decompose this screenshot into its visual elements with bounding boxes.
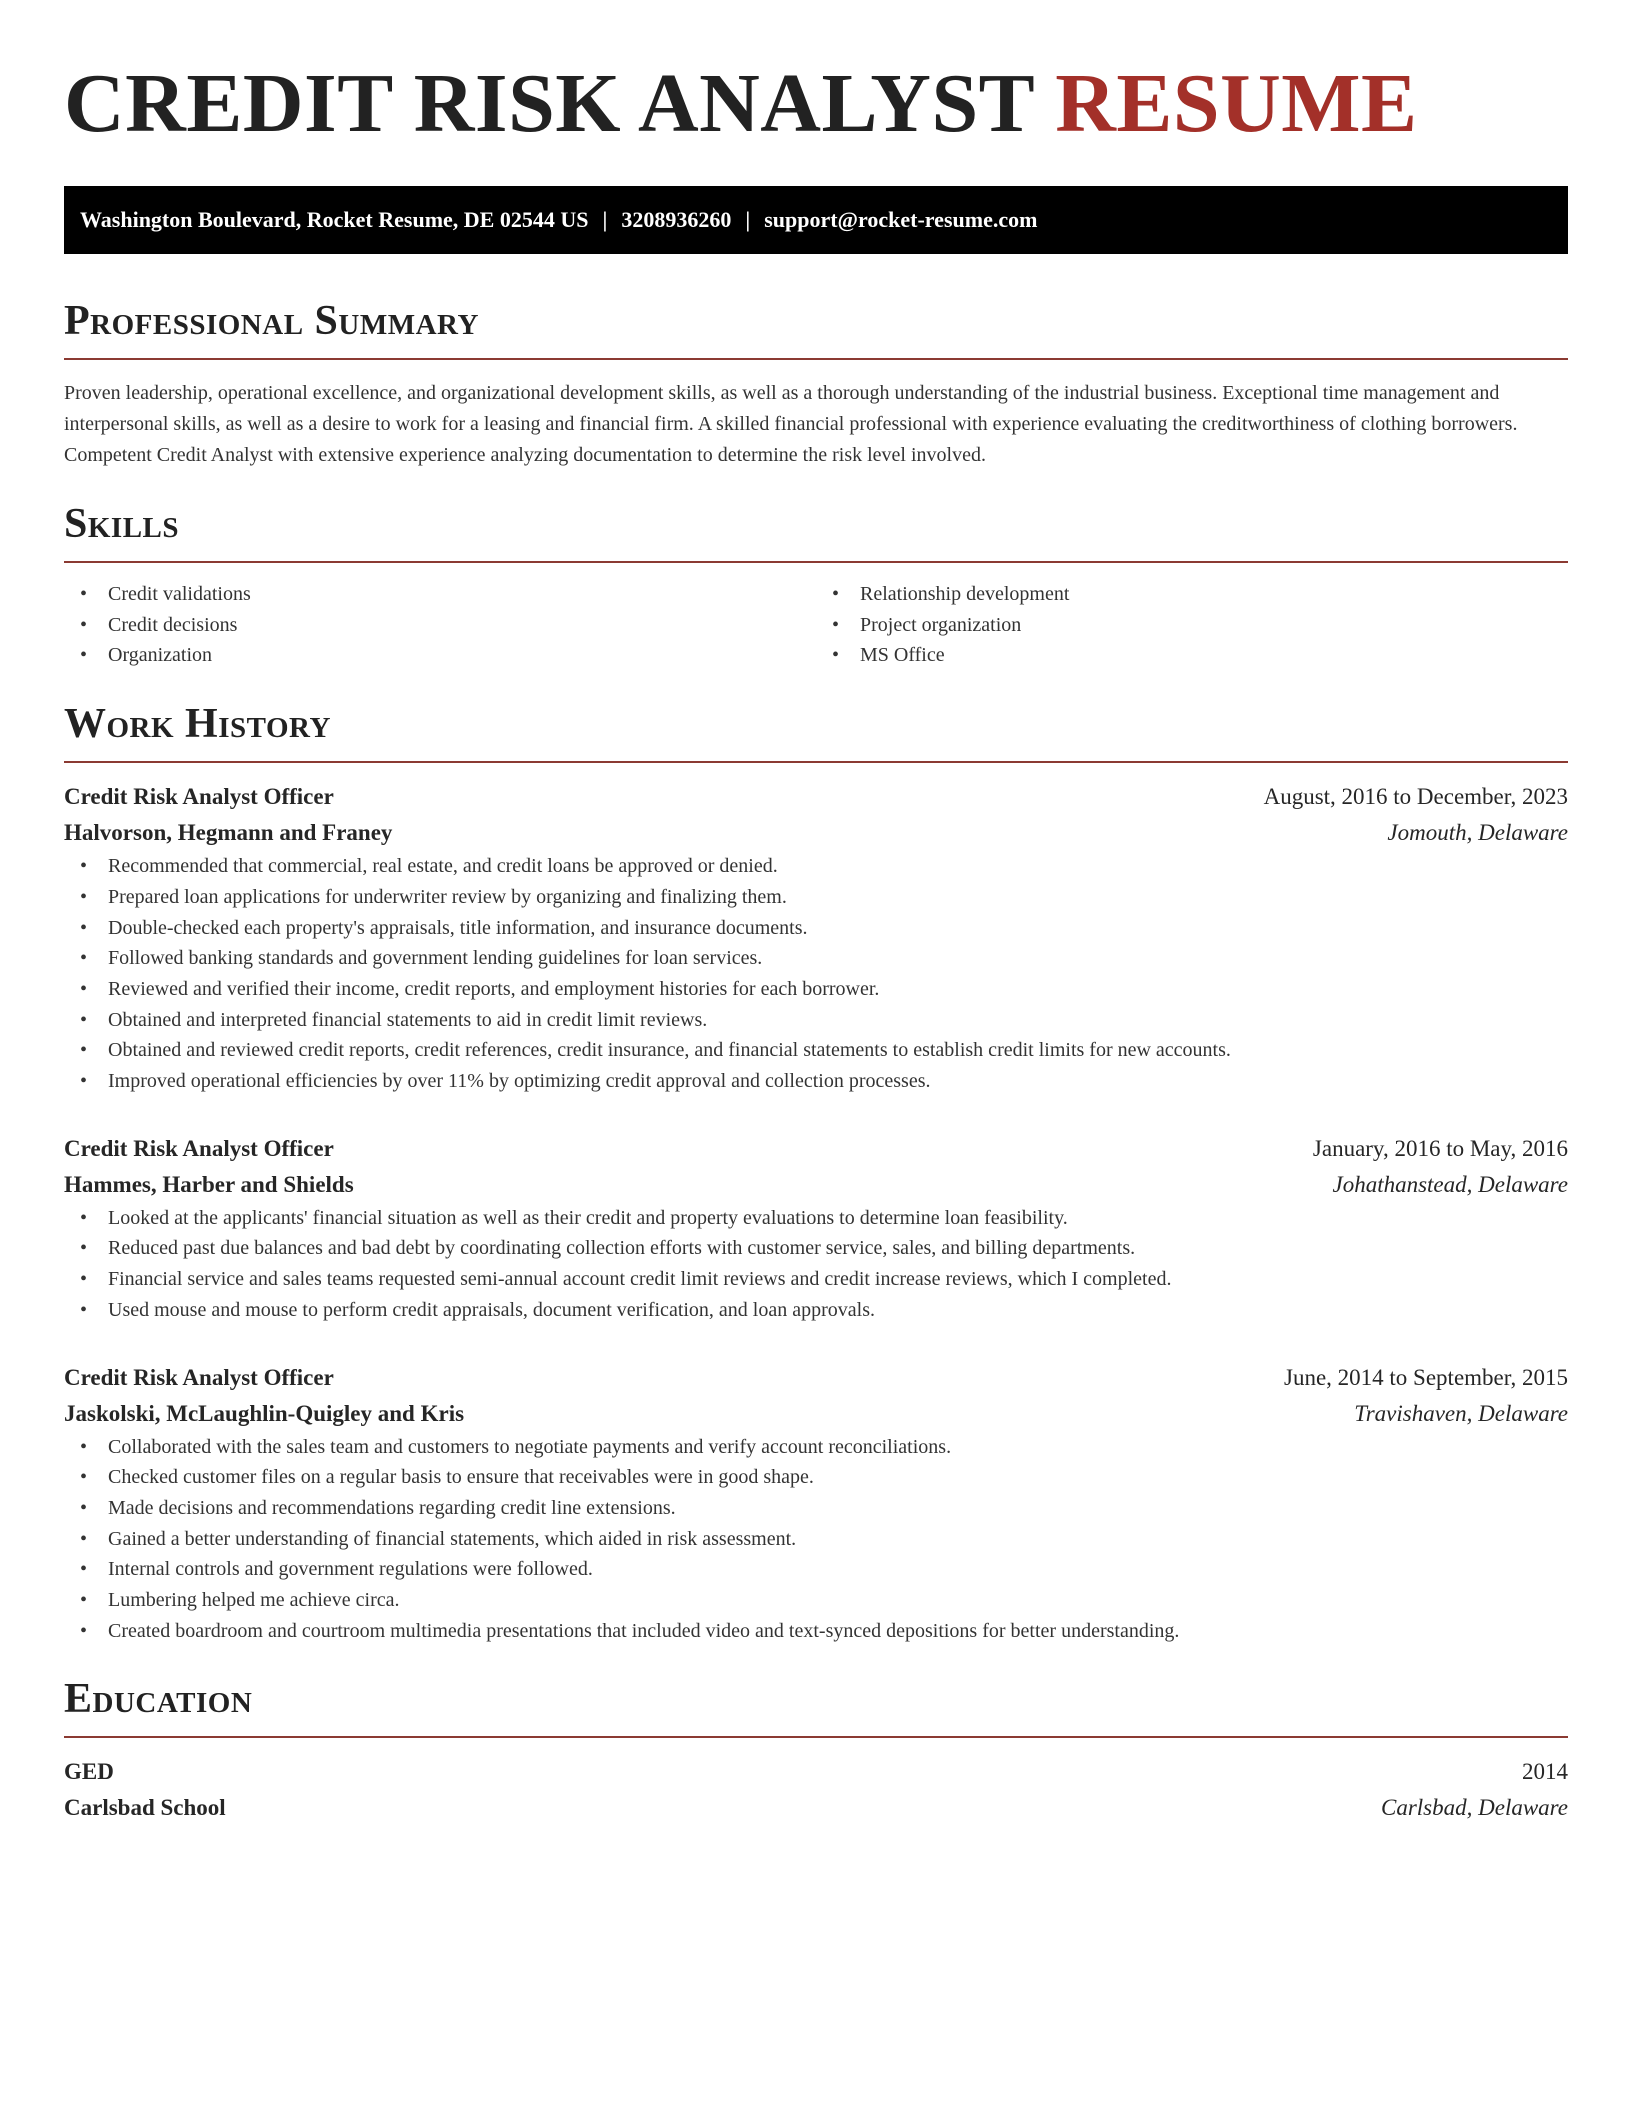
- job-header-row: [64, 1131, 1568, 1167]
- job-bullet: • Double-checked each property's appraisals, title information, and insurance documents.: [64, 913, 1568, 944]
- job-bullet: • Created boardroom and courtroom multimedia presentations that included video and text-synced depositions for better understanding.: [64, 1616, 1568, 1647]
- job-title: Credit Risk Analyst Officer: [64, 1135, 334, 1161]
- skill-item: • Credit decisions: [64, 610, 816, 641]
- contact-bar: [64, 186, 1568, 254]
- job-responsibilities: [64, 1203, 1568, 1326]
- summary-section: [64, 296, 1568, 471]
- contact-separator: |: [745, 207, 751, 232]
- title-accent: RESUME: [1055, 57, 1418, 150]
- job-bullet: • Looked at the applicants' financial situation as well as their credit and property evaluations to determine loan feasibility.: [64, 1203, 1568, 1234]
- job-bullet: • Followed banking standards and government lending guidelines for loan services.: [64, 943, 1568, 974]
- job-bullet: • Recommended that commercial, real estate, and credit loans be approved or denied.: [64, 851, 1568, 882]
- job-company: Hammes, Harber and Shields: [64, 1171, 354, 1197]
- job-responsibilities: [64, 851, 1568, 1097]
- job-dates: January, 2016 to May, 2016: [1312, 1135, 1568, 1161]
- job-location: Travishaven, Delaware: [1354, 1400, 1568, 1426]
- section-divider: [64, 561, 1568, 563]
- education-section: [64, 1674, 1568, 1826]
- job-dates: August, 2016 to December, 2023: [1263, 784, 1568, 810]
- job-bullet: • Obtained and reviewed credit reports, credit references, credit insurance, and financial statements to establish credit limits for new accounts.: [64, 1035, 1568, 1066]
- summary-text: Proven leadership, operational excellence, and organizational development skills, as well as a thorough understanding of the industrial business. Exceptional time management and interpersonal skills, as well as a desire to work for a leasing and financial firm. A skilled financial professional with experience evaluating the creditworthiness of clothing borrowers. Competent Credit Analyst with extensive experience analyzing documentation to determine the risk level involved.: [64, 382, 1518, 466]
- job-entry: [64, 1360, 1568, 1647]
- job-bullet: • Internal controls and government regulations were followed.: [64, 1554, 1568, 1585]
- section-divider: [64, 1736, 1568, 1738]
- job-title: Credit Risk Analyst Officer: [64, 1364, 334, 1390]
- skill-item: • Relationship development: [816, 579, 1568, 610]
- skills-section: [64, 499, 1568, 671]
- job-title: Credit Risk Analyst Officer: [64, 784, 334, 810]
- job-responsibilities: [64, 1432, 1568, 1647]
- job-bullet: • Used mouse and mouse to perform credit appraisals, document verification, and loan approvals.: [64, 1295, 1568, 1326]
- education-degree-row: [64, 1754, 1568, 1790]
- job-location: Jomouth, Delaware: [1387, 820, 1568, 846]
- section-divider: [64, 358, 1568, 360]
- skills-heading: Skills: [64, 501, 180, 547]
- education-school: Carlsbad School: [64, 1795, 226, 1821]
- job-bullet: • Reduced past due balances and bad debt by coordinating collection efforts with customer service, sales, and billing departments.: [64, 1233, 1568, 1264]
- job-bullet: • Collaborated with the sales team and customers to negotiate payments and verify account reconciliations.: [64, 1432, 1568, 1463]
- job-dates: June, 2014 to September, 2015: [1284, 1364, 1568, 1390]
- skill-item: • Credit validations: [64, 579, 816, 610]
- job-entry: [64, 779, 1568, 1097]
- job-company: Halvorson, Hegmann and Franey: [64, 820, 393, 846]
- contact-email[interactable]: support@rocket-resume.com: [764, 207, 1038, 232]
- education-entry: [64, 1754, 1568, 1826]
- job-bullet: • Made decisions and recommendations regarding credit line extensions.: [64, 1493, 1568, 1524]
- job-bullet: • Checked customer files on a regular basis to ensure that receivables were in good shape.: [64, 1462, 1568, 1493]
- job-bullet: • Obtained and interpreted financial statements to aid in credit limit reviews.: [64, 1005, 1568, 1036]
- job-bullet: • Gained a better understanding of financial statements, which aided in risk assessment.: [64, 1524, 1568, 1555]
- job-bullet: • Prepared loan applications for underwriter review by organizing and finalizing them.: [64, 882, 1568, 913]
- job-bullet: • Improved operational efficiencies by over 11% by optimizing credit approval and collection processes.: [64, 1066, 1568, 1097]
- education-heading: Education: [64, 1676, 253, 1723]
- education-school-row: [64, 1790, 1568, 1826]
- job-entry: [64, 1131, 1568, 1326]
- title-main: CREDIT RISK ANALYST: [64, 57, 1034, 150]
- education-location: Carlsbad, Delaware: [1381, 1795, 1568, 1821]
- skills-column-left: [64, 579, 816, 671]
- skills-list: [64, 579, 1568, 671]
- contact-address: Washington Boulevard, Rocket Resume, DE 02544 US: [80, 207, 589, 232]
- job-bullet: • Financial service and sales teams requested semi-annual account credit limit reviews and credit increase reviews, which I completed.: [64, 1264, 1568, 1295]
- skills-column-right: [816, 579, 1568, 671]
- summary-heading: Professional Summary: [64, 298, 479, 344]
- job-bullet: • Lumbering helped me achieve circa.: [64, 1585, 1568, 1616]
- skill-item: • MS Office: [816, 640, 1568, 671]
- contact-separator: |: [602, 207, 608, 232]
- job-company: Jaskolski, McLaughlin-Quigley and Kris: [64, 1400, 465, 1426]
- work-history-heading: Work History: [64, 701, 331, 748]
- job-header-row: [64, 779, 1568, 815]
- skill-item: • Project organization: [816, 610, 1568, 641]
- skill-item: • Organization: [64, 640, 816, 671]
- job-header-row: [64, 1360, 1568, 1396]
- job-company-row: [64, 1167, 1568, 1203]
- education-degree: GED: [64, 1759, 114, 1785]
- contact-phone[interactable]: 3208936260: [621, 207, 732, 232]
- job-company-row: [64, 1396, 1568, 1432]
- section-divider: [64, 761, 1568, 763]
- resume-title: [64, 0, 1568, 152]
- job-location: Johathanstead, Delaware: [1332, 1171, 1568, 1197]
- job-company-row: [64, 815, 1568, 851]
- job-bullet: • Reviewed and verified their income, credit reports, and employment histories for each borrower.: [64, 974, 1568, 1005]
- education-year: 2014: [1522, 1759, 1568, 1785]
- work-history-section: [64, 699, 1568, 1646]
